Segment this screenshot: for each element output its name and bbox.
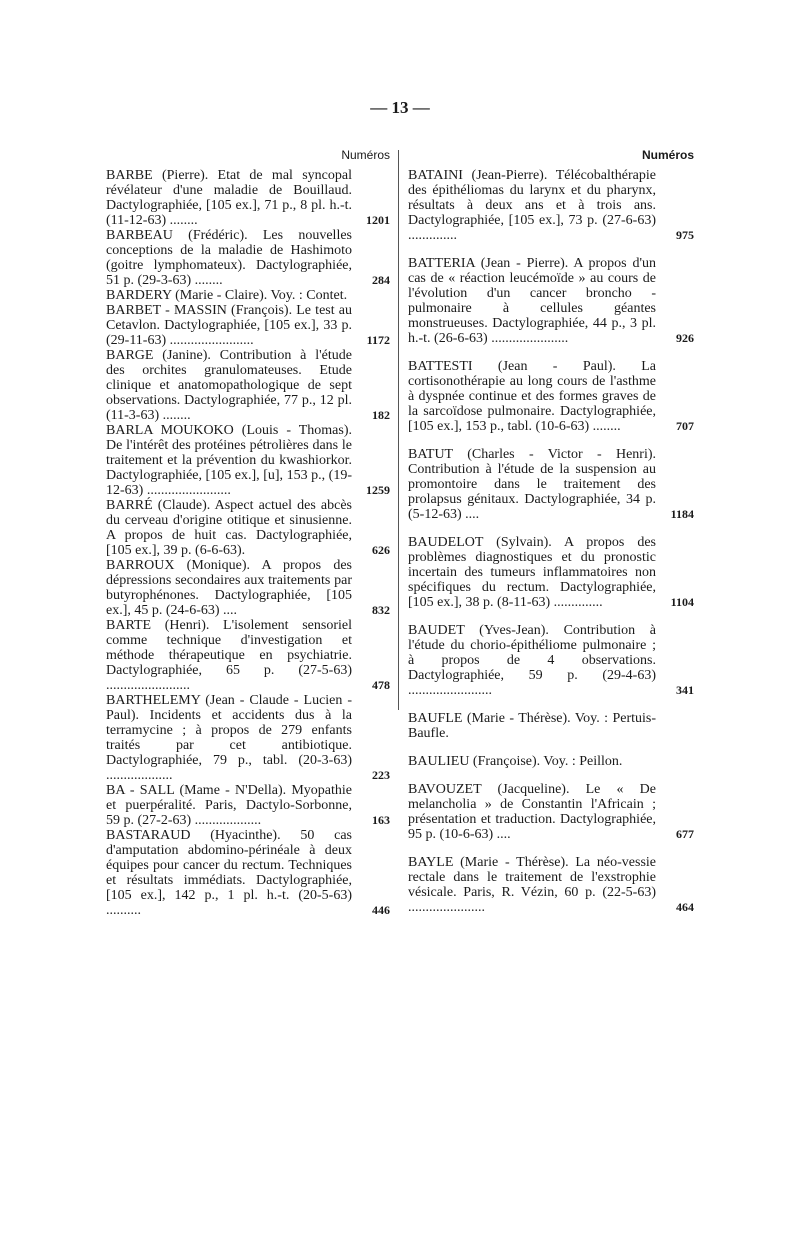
bibliography-entry [408, 782, 694, 842]
bibliography-entry [106, 783, 390, 828]
entry-number: 163 [372, 813, 390, 827]
entry-number: 223 [372, 768, 390, 782]
entry-number: 832 [372, 603, 390, 617]
entry-text: BARTE (Henri). L'isolement sensoriel comme technique d'investigation et méthode thérapeutique en psychiatrie. Dactylographiée, 65 p. (27-5-63) ........................ [106, 618, 352, 693]
bibliography-entry [408, 754, 694, 769]
entry-text: BATTERIA (Jean - Pierre). A propos d'un cas de « réaction leucémoïde » au cours de l'évolution d'un cancer broncho - pulmonaire à cellules géantes monstrueuses. Dactylographiée, 44 p., 3 pl. h.-t. (26-6-63) ...................... [408, 256, 656, 346]
bibliography-entry [106, 618, 390, 693]
bibliography-entry [106, 693, 390, 783]
entry-number: 626 [372, 543, 390, 557]
entry-text: BAVOUZET (Jacqueline). Le « De melancholia » de Constantin l'Africain ; présentation et traduction. Dactylographiée, 95 p. (10-6-63) .... [408, 782, 656, 842]
entry-text: BARTHELEMY (Jean - Claude - Lucien - Paul). Incidents et accidents dus à la terramycine ; à propos de 279 enfants traités par cet antibiotique. Dactylographiée, 79 p., tabl. (20-3-63) ................... [106, 693, 352, 783]
right-column [408, 148, 694, 928]
bibliography-entry [106, 828, 390, 918]
entry-text: BAUFLE (Marie - Thérèse). Voy. : Pertuis-Baufle. [408, 711, 656, 741]
left-column [106, 148, 390, 918]
entry-number: 464 [676, 900, 694, 914]
entry-number: 975 [676, 228, 694, 242]
entry-text: BATAINI (Jean-Pierre). Télécobalthérapie des épithéliomas du larynx et du pharynx, résultats à deux ans et à trois ans. Dactylographiée, [105 ex.], 73 p. (27-6-63) .............. [408, 168, 656, 243]
column-header-left: Numéros [341, 148, 390, 162]
entry-number: 446 [372, 903, 390, 917]
column-divider [398, 150, 399, 710]
bibliography-entry [106, 168, 390, 228]
bibliography-entry [106, 558, 390, 618]
bibliography-entry [106, 228, 390, 288]
entry-number: 1201 [366, 213, 390, 227]
column-header-right: Numéros [641, 148, 694, 162]
entry-text: BAUDELOT (Sylvain). A propos des problèmes diagnostiques et du pronostic incertain des tumeurs inflammatoires non spécifiques du rectum. Dactylographiée, [105 ex.], 38 p. (8-11-63) .............. [408, 535, 656, 610]
entry-number: 1259 [366, 483, 390, 497]
entry-number: 478 [372, 678, 390, 692]
bibliography-entry [106, 288, 390, 303]
bibliography-entry [408, 359, 694, 434]
page-number: — 13 — [370, 98, 430, 117]
entry-text: BARBE (Pierre). Etat de mal syncopal révélateur d'une maladie de Bouillaud. Dactylographiée, [105 ex.], 71 p., 8 pl. h.-t. (11-12-63) ........ [106, 168, 352, 228]
entry-text: BARLA MOUKOKO (Louis - Thomas). De l'intérêt des protéines pétrolières dans le traitement et la prévention du kwashiorkor. Dactylographiée, [105 ex.], [u], 153 p., (19-12-63) ........................ [106, 423, 352, 498]
bibliography-entry [408, 256, 694, 346]
entry-text: BARDERY (Marie - Claire). Voy. : Contet. [106, 288, 348, 303]
entry-number: 1184 [670, 507, 694, 521]
entry-text: BA - SALL (Mame - N'Della). Myopathie et puerpéralité. Paris, Dactylo-Sorbonne, 59 p. (27-2-63) ................... [106, 783, 352, 828]
entry-number: 1104 [670, 595, 694, 609]
entry-number: 182 [372, 408, 390, 422]
bibliography-entry [106, 303, 390, 348]
left-entry-list [106, 168, 390, 918]
bibliography-entry [408, 535, 694, 610]
entry-text: BATTESTI (Jean - Paul). La cortisonothérapie au long cours de l'asthme à dyspnée continue et des formes graves de la sarcoïdose pulmonaire. Dactylographiée, [105 ex.], 153 p., tabl. (10-6-63) ........ [408, 359, 656, 434]
entry-text: BASTARAUD (Hyacinthe). 50 cas d'amputation abdomino-périnéale à deux équipes pour cancer du rectum. Techniques et résultats immédiats. Dactylographiée, [105 ex.], 142 p., 1 pl. h.-t. (20-5-63) .......... [106, 828, 352, 918]
entry-number: 677 [676, 827, 694, 841]
bibliography-entry [106, 498, 390, 558]
entry-text: BAULIEU (Françoise). Voy. : Peillon. [408, 754, 623, 769]
bibliography-entry [408, 447, 694, 522]
entry-number: 926 [676, 331, 694, 345]
entry-number: 707 [676, 419, 694, 433]
right-entry-list [408, 168, 694, 915]
bibliography-entry [408, 855, 694, 915]
entry-text: BATUT (Charles - Victor - Henri). Contribution à l'étude de la suspension au promontoire dans le traitement des prolapsus génitaux. Dactylographiée, 34 p. (5-12-63) .... [408, 447, 656, 522]
entry-number: 1172 [366, 333, 390, 347]
entry-text: BARROUX (Monique). A propos des dépressions secondaires aux traitements par butyrophénones. Dactylographiée, [105 ex.], 45 p. (24-6-63) .... [106, 558, 352, 618]
entry-text: BARRÉ (Claude). Aspect actuel des abcès du cerveau d'origine otitique et sinusienne. A propos de huit cas. Dactylographiée, [105 ex.], 39 p. (6-6-63). [106, 498, 352, 558]
entry-text: BAYLE (Marie - Thérèse). La néo-vessie rectale dans le traitement de l'exstrophie vésicale. Paris, R. Vézin, 60 p. (22-5-63) ...................... [408, 855, 656, 915]
entry-text: BARGE (Janine). Contribution à l'étude des orchites granulomateuses. Etude clinique et anatomopathologique de sept observations. Dactylographiée, 77 p., 12 pl. (11-3-63) ........ [106, 348, 352, 423]
bibliography-entry [408, 623, 694, 698]
bibliography-entry [408, 168, 694, 243]
entry-number: 341 [676, 683, 694, 697]
entry-text: BARBET - MASSIN (François). Le test au Cetavlon. Dactylographiée, [105 ex.], 33 p. (29-11-63) ........................ [106, 303, 352, 348]
entry-number: 284 [372, 273, 390, 287]
entry-text: BAUDET (Yves-Jean). Contribution à l'étude du chorio-épithéliome pulmonaire ; à propos de 4 observations. Dactylographiée, 59 p. (29-4-63) ........................ [408, 623, 656, 698]
entry-text: BARBEAU (Frédéric). Les nouvelles conceptions de la maladie de Hashimoto (goitre lymphomateux). Dactylographiée, 51 p. (29-3-63) ........ [106, 228, 352, 288]
bibliography-entry [106, 348, 390, 423]
bibliography-entry [408, 711, 694, 741]
bibliography-entry [106, 423, 390, 498]
